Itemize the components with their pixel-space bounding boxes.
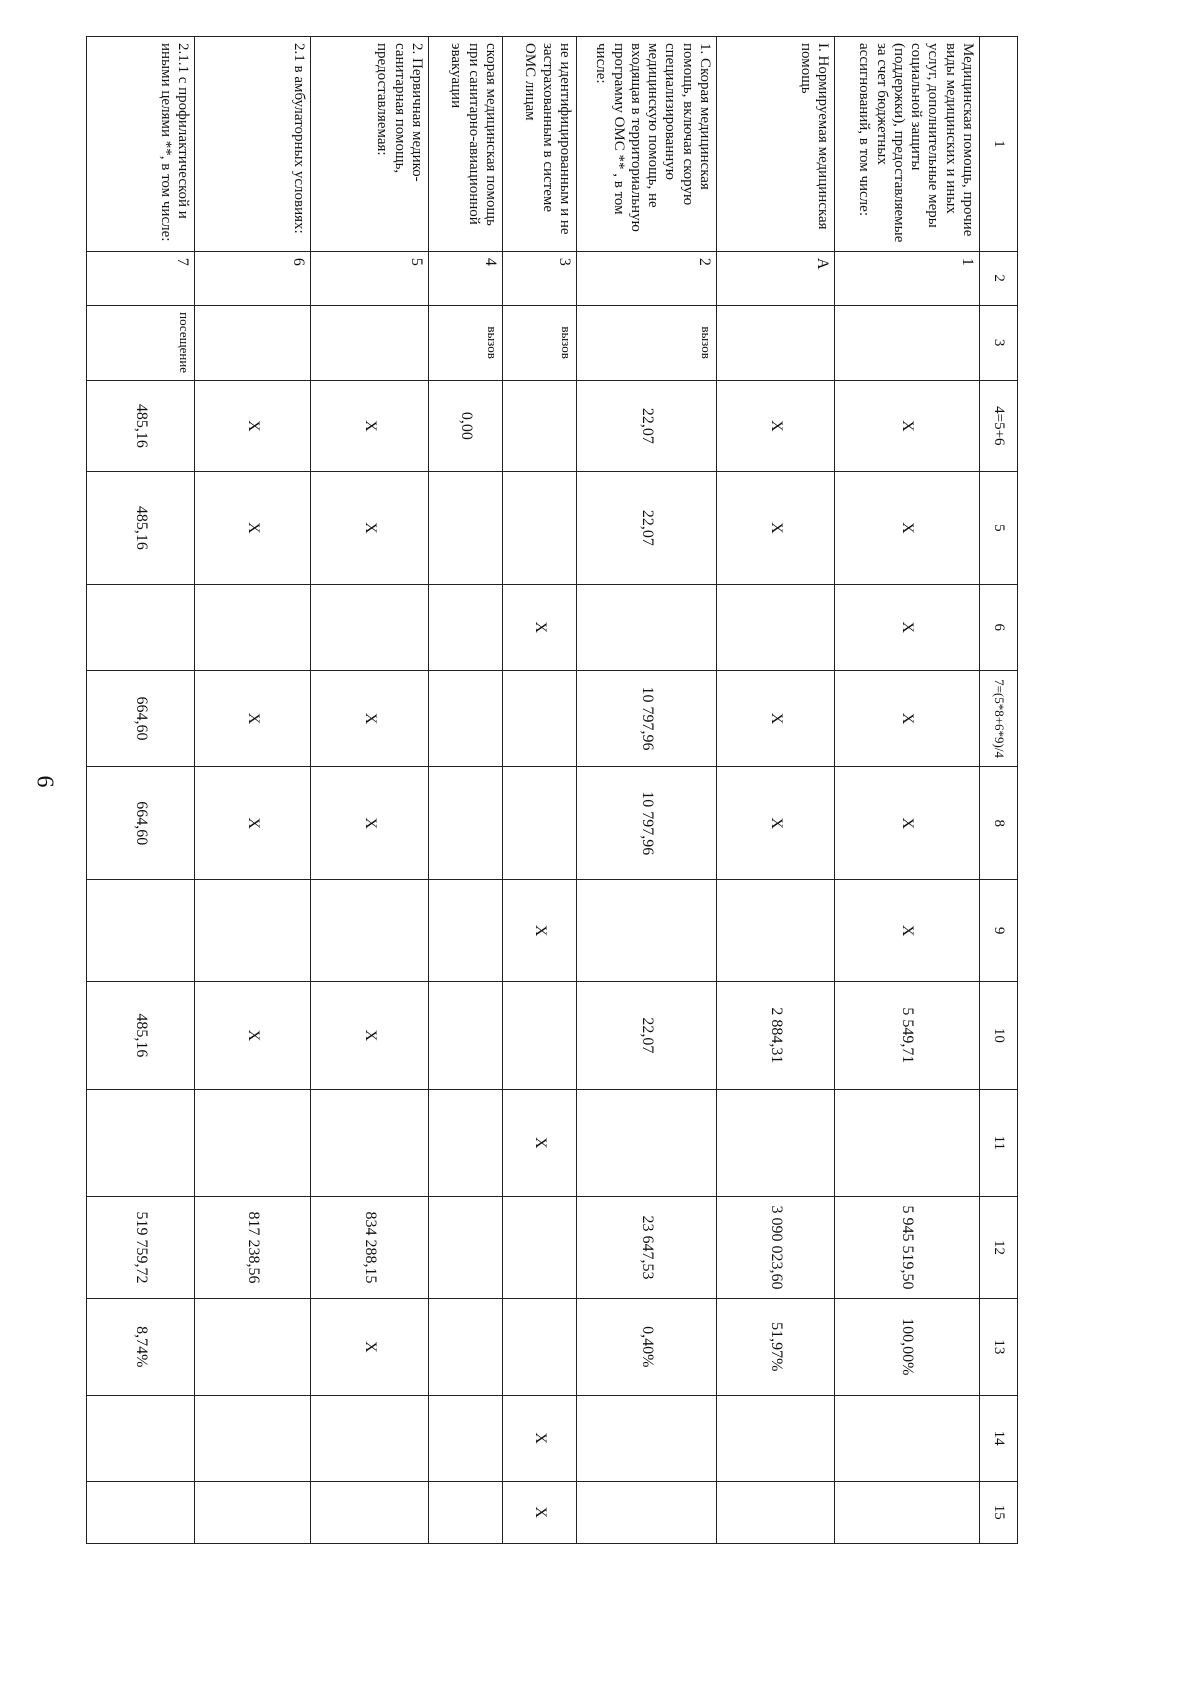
value-cell: [87, 1395, 195, 1481]
value-cell: X: [717, 472, 835, 585]
row-code: 5: [311, 251, 429, 305]
value-cell: [311, 584, 429, 670]
unit-cell: [195, 305, 311, 380]
value-cell: X: [835, 380, 980, 471]
row-code: А: [717, 251, 835, 305]
column-header: 14: [980, 1395, 1018, 1481]
unit-cell: [717, 305, 835, 380]
value-cell: X: [195, 472, 311, 585]
value-cell: [87, 584, 195, 670]
value-cell: [429, 472, 503, 585]
value-cell: [835, 1481, 980, 1543]
value-cell: 22,07: [577, 380, 717, 471]
column-header: 11: [980, 1089, 1018, 1196]
value-cell: [429, 982, 503, 1089]
table-row: [429, 37, 503, 1544]
value-cell: X: [311, 472, 429, 585]
page-number: 6: [31, 775, 58, 788]
value-cell: [429, 1481, 503, 1543]
value-cell: 485,16: [87, 472, 195, 585]
value-cell: 817 238,56: [195, 1196, 311, 1298]
value-cell: X: [195, 767, 311, 880]
value-cell: [195, 1395, 311, 1481]
unit-cell: [835, 305, 980, 380]
value-cell: [311, 880, 429, 982]
row-description: скорая медицинская помощь при санитарно-авиационной эвакуации: [429, 37, 503, 252]
value-cell: X: [717, 767, 835, 880]
value-cell: [577, 1089, 717, 1196]
value-cell: X: [311, 767, 429, 880]
value-cell: X: [195, 380, 311, 471]
unit-cell: вызов: [429, 305, 503, 380]
value-cell: [87, 1481, 195, 1543]
value-cell: 664,60: [87, 767, 195, 880]
value-cell: [429, 670, 503, 767]
row-code: 2: [577, 251, 717, 305]
value-cell: 485,16: [87, 380, 195, 471]
value-cell: X: [503, 880, 577, 982]
column-header: 5: [980, 472, 1018, 585]
value-cell: 22,07: [577, 982, 717, 1089]
row-description: 1. Скорая медицинская помощь, включая скорую специализированную медицинскую помощь, не входящая в территориальную программу ОМС ** , в том числе:: [577, 37, 717, 252]
value-cell: [429, 1196, 503, 1298]
row-code: 1: [835, 251, 980, 305]
value-cell: [87, 880, 195, 982]
value-cell: [195, 1089, 311, 1196]
column-header: 6: [980, 584, 1018, 670]
value-cell: X: [835, 880, 980, 982]
value-cell: [429, 584, 503, 670]
row-code: 7: [87, 251, 195, 305]
value-cell: X: [503, 584, 577, 670]
column-header: 2: [980, 251, 1018, 305]
value-cell: X: [311, 380, 429, 471]
table-row: [717, 37, 835, 1544]
value-cell: [311, 1395, 429, 1481]
table-row: [503, 37, 577, 1544]
header-row: [980, 37, 1018, 1544]
unit-cell: посещение: [87, 305, 195, 380]
value-cell: 5 549,71: [835, 982, 980, 1089]
value-cell: 834 288,15: [311, 1196, 429, 1298]
column-header: 1: [980, 37, 1018, 252]
value-cell: X: [835, 584, 980, 670]
value-cell: X: [835, 472, 980, 585]
column-header: 9: [980, 880, 1018, 982]
column-header: 4=5+6: [980, 380, 1018, 471]
value-cell: 664,60: [87, 670, 195, 767]
value-cell: 22,07: [577, 472, 717, 585]
value-cell: [311, 1481, 429, 1543]
value-cell: X: [503, 1395, 577, 1481]
table-row: [835, 37, 980, 1544]
row-description: 2.1.1 с профилактической и иными целями **, в том числе:: [87, 37, 195, 252]
value-cell: [429, 880, 503, 982]
row-description: 2. Первичная медико-санитарная помощь, предоставляемая:: [311, 37, 429, 252]
value-cell: [577, 880, 717, 982]
value-cell: [311, 1089, 429, 1196]
value-cell: X: [195, 982, 311, 1089]
value-cell: [195, 1299, 311, 1396]
table-row: [311, 37, 429, 1544]
value-cell: 485,16: [87, 982, 195, 1089]
value-cell: 519 759,72: [87, 1196, 195, 1298]
value-cell: [577, 584, 717, 670]
row-code: 6: [195, 251, 311, 305]
value-cell: [717, 1481, 835, 1543]
value-cell: [503, 1299, 577, 1396]
value-cell: [577, 1395, 717, 1481]
table-row: [87, 37, 195, 1544]
value-cell: [717, 1395, 835, 1481]
value-cell: [195, 1481, 311, 1543]
value-cell: X: [835, 670, 980, 767]
value-cell: 3 090 023,60: [717, 1196, 835, 1298]
unit-cell: [311, 305, 429, 380]
value-cell: [503, 1196, 577, 1298]
value-cell: [195, 584, 311, 670]
value-cell: [503, 982, 577, 1089]
column-header: 13: [980, 1299, 1018, 1396]
value-cell: X: [311, 982, 429, 1089]
value-cell: [717, 1089, 835, 1196]
value-cell: [503, 767, 577, 880]
unit-cell: вызов: [503, 305, 577, 380]
value-cell: 5 945 519,50: [835, 1196, 980, 1298]
value-cell: 10 797,96: [577, 767, 717, 880]
value-cell: X: [835, 767, 980, 880]
value-cell: 8,74%: [87, 1299, 195, 1396]
value-cell: [835, 1395, 980, 1481]
value-cell: [717, 880, 835, 982]
value-cell: [503, 472, 577, 585]
row-code: 3: [503, 251, 577, 305]
column-header: 15: [980, 1481, 1018, 1543]
value-cell: X: [311, 1299, 429, 1396]
value-cell: X: [503, 1089, 577, 1196]
value-cell: [503, 670, 577, 767]
value-cell: [429, 1299, 503, 1396]
value-cell: 10 797,96: [577, 670, 717, 767]
row-description: 2.1 в амбулаторных условиях:: [195, 37, 311, 252]
row-description: не идентифицированным и не застрахованным в системе ОМС лицам: [503, 37, 577, 252]
value-cell: [195, 880, 311, 982]
column-header: 3: [980, 305, 1018, 380]
value-cell: [429, 767, 503, 880]
value-cell: 100,00%: [835, 1299, 980, 1396]
value-cell: X: [195, 670, 311, 767]
value-cell: 0,40%: [577, 1299, 717, 1396]
value-cell: X: [717, 670, 835, 767]
rotated-table-container: [87, 36, 1018, 1544]
column-header: 12: [980, 1196, 1018, 1298]
column-header: 7=(5*8+6*9)/4: [980, 670, 1018, 767]
table-row: [195, 37, 311, 1544]
value-cell: 2 884,31: [717, 982, 835, 1089]
value-cell: [503, 380, 577, 471]
column-header: 10: [980, 982, 1018, 1089]
table-row: [577, 37, 717, 1544]
value-cell: [429, 1089, 503, 1196]
row-description: I. Нормируемая медицинская помощь: [717, 37, 835, 252]
value-cell: [835, 1089, 980, 1196]
data-table: [86, 36, 1018, 1544]
unit-cell: вызов: [577, 305, 717, 380]
table-wrapper: [87, 36, 1018, 1544]
value-cell: [87, 1089, 195, 1196]
column-header: 8: [980, 767, 1018, 880]
value-cell: X: [311, 670, 429, 767]
value-cell: 23 647,53: [577, 1196, 717, 1298]
row-description: Медицинская помощь, прочие виды медицинских и иных услуг, дополнительные меры социальной защиты (поддержки), предоставляемые за счет бюджетных ассигнований, в том числе:: [835, 37, 980, 252]
value-cell: [577, 1481, 717, 1543]
value-cell: 0,00: [429, 380, 503, 471]
value-cell: [429, 1395, 503, 1481]
value-cell: X: [503, 1481, 577, 1543]
value-cell: X: [717, 380, 835, 471]
value-cell: 51,97%: [717, 1299, 835, 1396]
row-code: 4: [429, 251, 503, 305]
value-cell: [717, 584, 835, 670]
